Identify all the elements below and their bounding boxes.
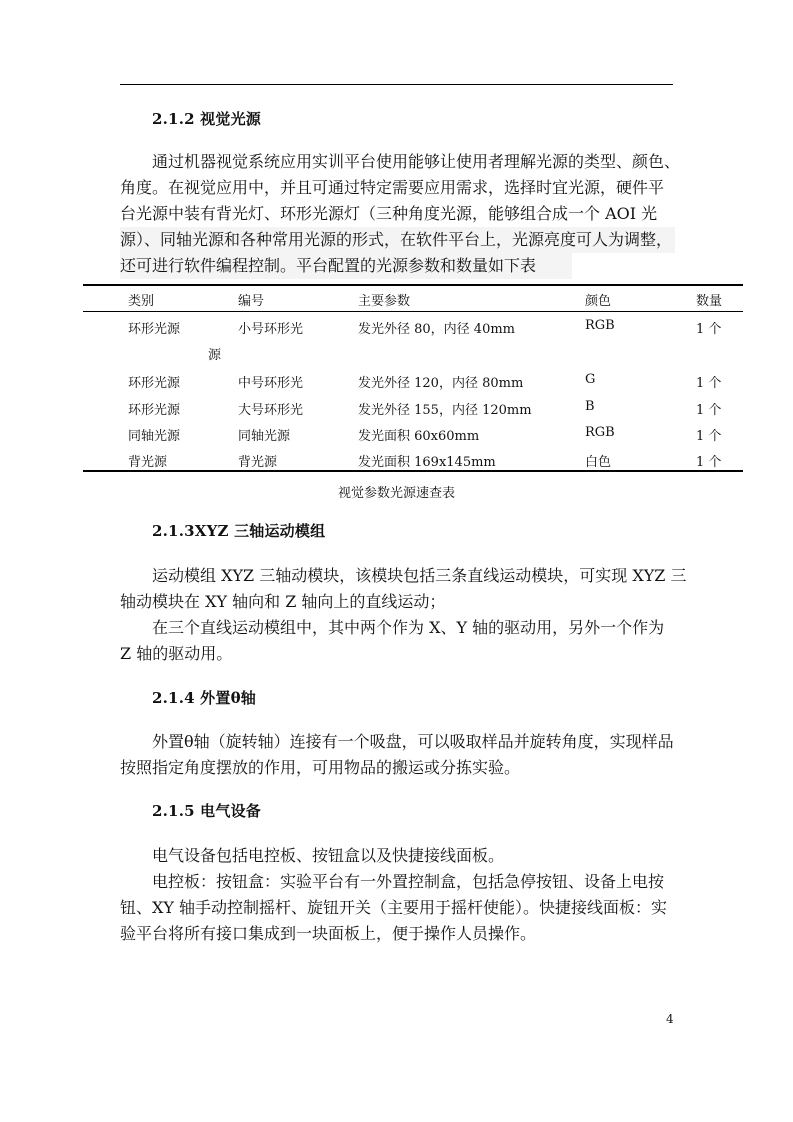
paragraph-line: 外置θ轴（旋转轴）连接有一个吸盘，可以吸取样品并旋转角度，实现样品: [152, 732, 674, 751]
cell-code-wrap: 源: [208, 348, 222, 363]
header-params: 主要参数: [358, 294, 411, 309]
cell-category: 环形光源: [128, 403, 181, 418]
cell-category: 背光源: [128, 455, 168, 470]
section-heading-2-1-3: 2.1.3XYZ 三轴运动模组: [152, 522, 326, 540]
cell-qty: 1 个: [696, 429, 722, 444]
paragraph-line: 运动模组 XYZ 三轴动模块，该模块包括三条直线运动模块，可实现 XYZ 三: [152, 566, 687, 585]
paragraph-xyz-module: [120, 563, 687, 667]
paragraph-electrical: [120, 843, 675, 947]
paragraph-line: 通过机器视觉系统应用实训平台使用能够让使用者理解光源的类型、颜色、: [152, 152, 681, 171]
cell-code: 中号环形光: [238, 376, 304, 391]
section-heading-2-1-2: 2.1.2 视觉光源: [152, 110, 261, 128]
cell-category: 同轴光源: [128, 429, 181, 444]
cell-qty: 1 个: [696, 322, 722, 337]
cell-params: 发光外径 120，内径 80mm: [358, 376, 524, 391]
page-number: 4: [666, 1012, 674, 1026]
paragraph-line: 电气设备包括电控板、按钮盒以及快捷接线面板。: [152, 846, 505, 865]
paragraph-theta-axis: [120, 729, 675, 781]
cell-code: 小号环形光: [238, 322, 304, 337]
header-rule: [120, 84, 673, 85]
cell-code: 大号环形光: [238, 403, 304, 418]
paragraph-line: 角度。在视觉应用中，并且可通过特定需要应用需求，选择时宜光源，硬件平: [120, 178, 665, 197]
paragraph-line: 轴动模块在 XY 轴向和 Z 轴向上的直线运动；: [120, 592, 446, 611]
cell-color: RGB: [585, 425, 615, 440]
section-heading-2-1-5: 2.1.5 电气设备: [152, 802, 261, 820]
header-qty: 数量: [696, 294, 723, 309]
table-header-rule: [83, 311, 743, 312]
table-top-rule: [83, 284, 743, 286]
cell-color: 白色: [585, 455, 612, 470]
header-color: 颜色: [585, 294, 612, 309]
cell-code: 同轴光源: [238, 429, 291, 444]
cell-qty: 1 个: [696, 403, 722, 418]
cell-params: 发光面积 60x60mm: [358, 429, 480, 444]
paragraph-visual-light-source: [120, 149, 681, 279]
paragraph-line: 钮、XY 轴手动控制摇杆、旋钮开关（主要用于摇杆使能）。快捷接线面板：实: [120, 898, 668, 917]
table-caption: 视觉参数光源速查表: [337, 486, 455, 501]
paragraph-line: 验平台将所有接口集成到一块面板上，便于操作人员操作。: [120, 924, 537, 943]
paragraph-line: Z 轴的驱动用。: [120, 644, 233, 663]
paragraph-line: 源）、同轴光源和各种常用光源的形式，在软件平台上，光源亮度可人为调整，: [120, 227, 675, 253]
paragraph-line: 还可进行软件编程控制。平台配置的光源参数和数量如下表: [120, 253, 572, 279]
header-code: 编号: [238, 294, 265, 309]
paragraph-line: 电控板：按钮盒：实验平台有一外置控制盒，包括急停按钮、设备上电按: [152, 872, 665, 891]
cell-params: 发光外径 80，内径 40mm: [358, 322, 516, 337]
cell-params: 发光面积 169x145mm: [358, 455, 496, 470]
cell-color: G: [585, 372, 596, 387]
cell-category: 环形光源: [128, 376, 181, 391]
cell-category: 环形光源: [128, 322, 181, 337]
cell-code: 背光源: [238, 455, 278, 470]
cell-qty: 1 个: [696, 376, 722, 391]
table-bottom-rule: [83, 470, 743, 472]
paragraph-line: 按照指定角度摆放的作用，可用物品的搬运或分拣实验。: [120, 758, 521, 777]
cell-qty: 1 个: [696, 455, 722, 470]
header-category: 类别: [128, 294, 155, 309]
cell-params: 发光外径 155，内径 120mm: [358, 403, 532, 418]
cell-color: B: [585, 399, 595, 414]
paragraph-line: 在三个直线运动模组中，其中两个作为 X、Y 轴的驱动用，另外一个作为: [152, 618, 665, 637]
paragraph-line: 台光源中装有背光灯、环形光源灯（三种角度光源，能够组合成一个 AOI 光: [120, 204, 658, 223]
section-heading-2-1-4: 2.1.4 外置θ轴: [152, 689, 256, 707]
cell-color: RGB: [585, 318, 615, 333]
